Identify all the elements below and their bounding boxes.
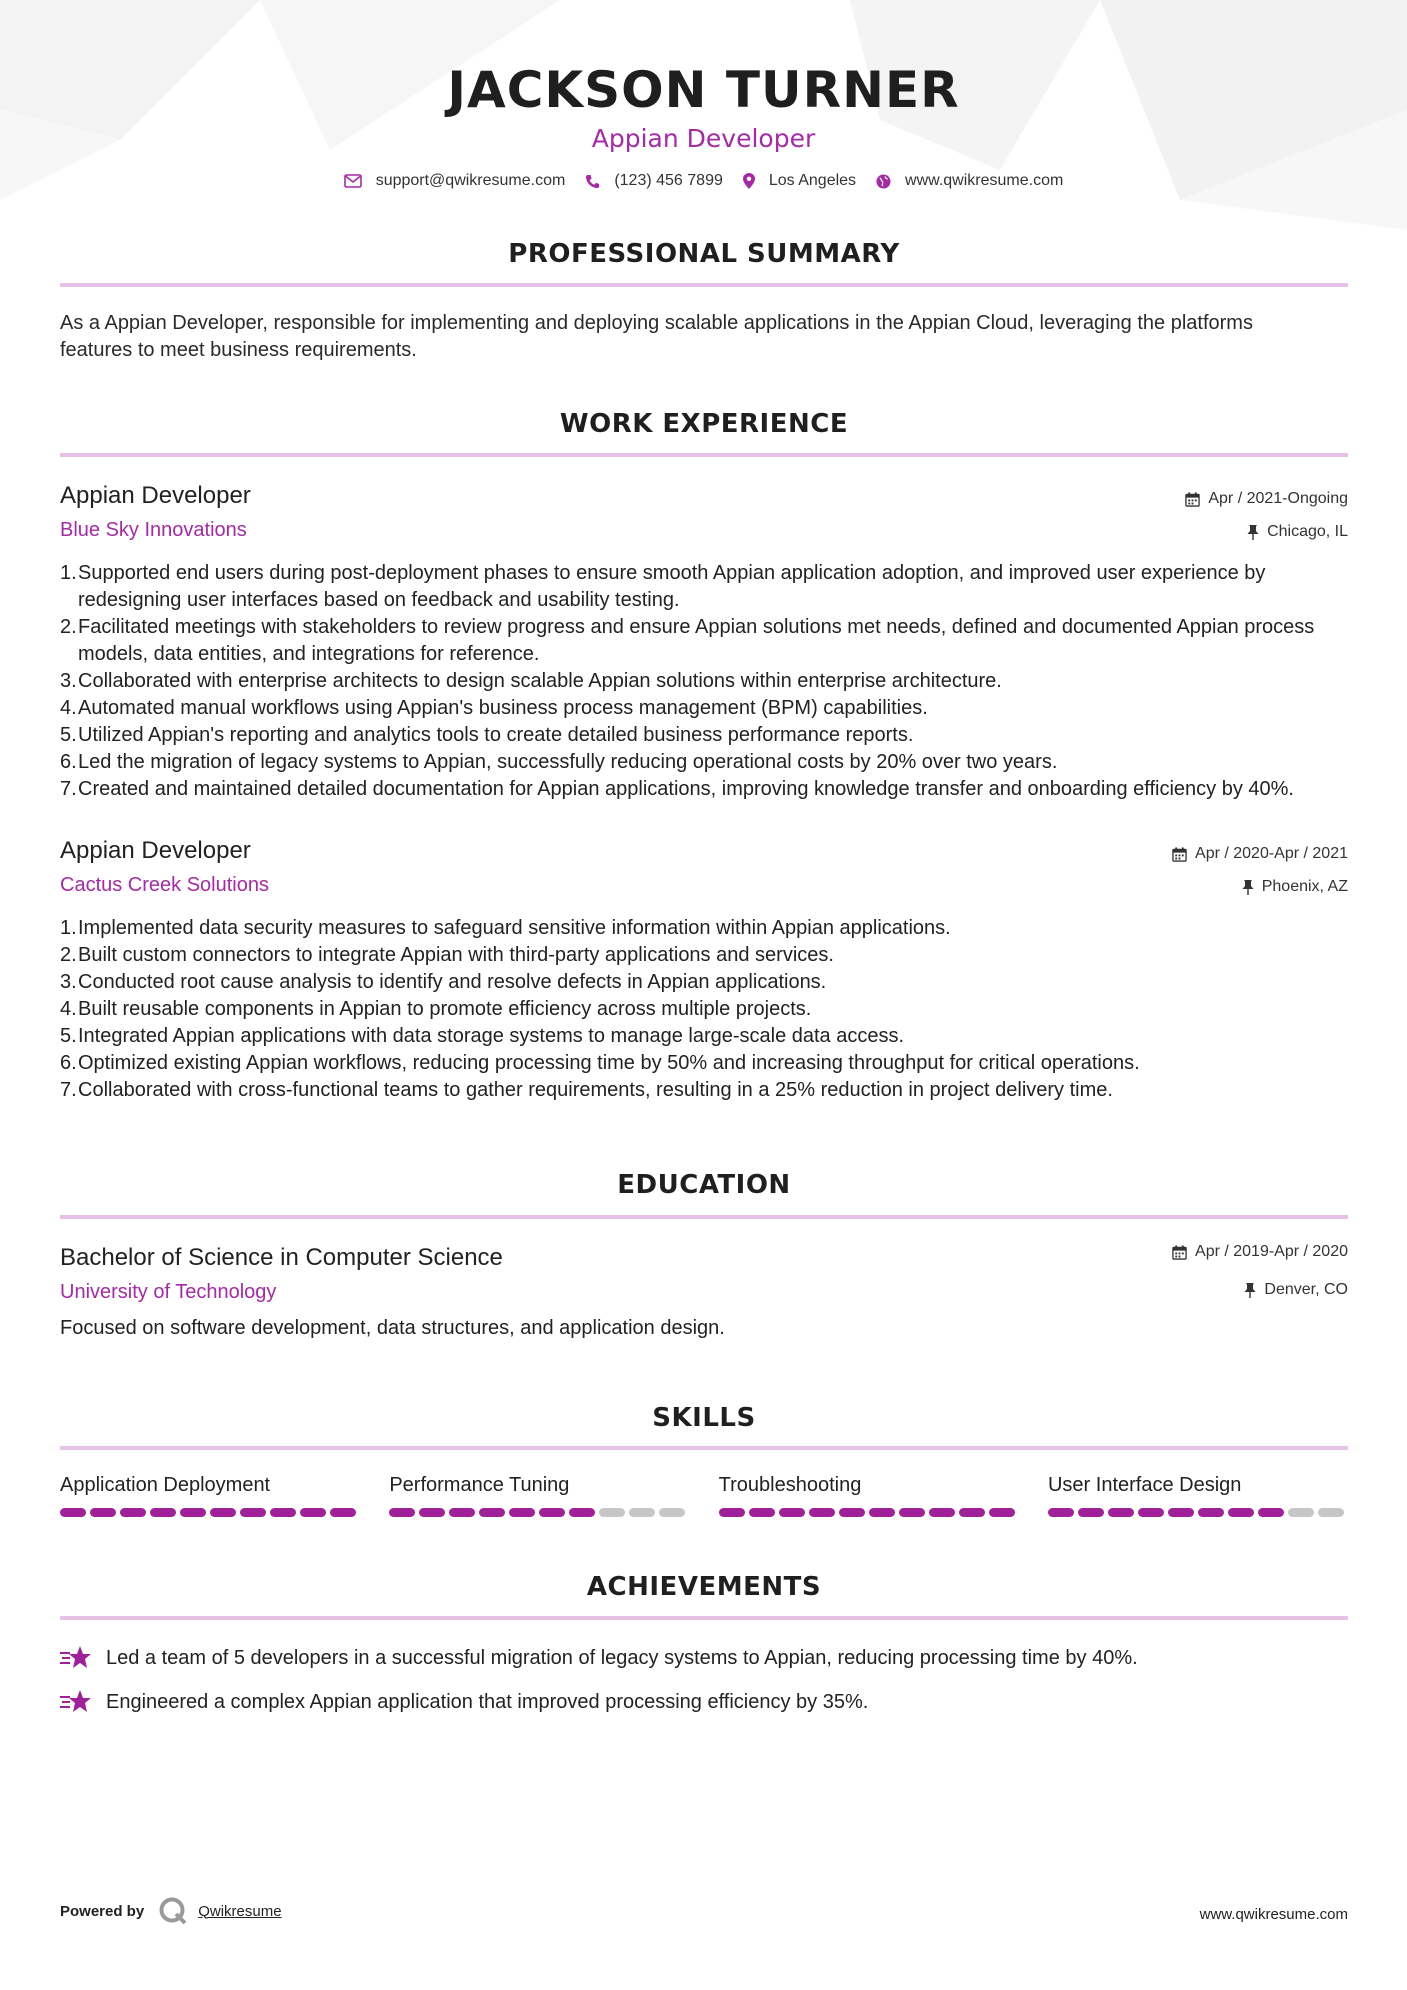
list-item: 2. Built custom connectors to integrate Appian with third-party applications and services. xyxy=(60,944,834,966)
skill-segment-filled xyxy=(1078,1508,1104,1517)
list-item: 5. Utilized Appian's reporting and analytics tools to create detailed business performance reports. xyxy=(60,724,914,746)
contact-email[interactable] xyxy=(344,172,566,190)
shooting-star-icon xyxy=(60,1645,92,1671)
job-company: Blue Sky Innovations xyxy=(60,519,247,541)
skills-grid xyxy=(60,1474,1348,1517)
skill-segment-filled xyxy=(240,1508,266,1517)
job-company: Cactus Creek Solutions xyxy=(60,874,269,896)
list-item: 2. Facilitated meetings with stakeholders to review progress and ensure Appian solutions met needs, defined and documented Appian process models, data entities, and integrations for reference. xyxy=(60,616,1315,665)
education-description: Focused on software development, data structures, and application design. xyxy=(60,1317,725,1339)
skill-segment-filled xyxy=(989,1508,1015,1517)
calendar-icon xyxy=(1172,847,1187,862)
section-title-skills: SKILLS xyxy=(652,1403,756,1433)
skill-segment-filled xyxy=(1138,1508,1164,1517)
envelope-icon xyxy=(344,174,362,188)
list-item: 6. Led the migration of legacy systems to Appian, successfully reducing operational costs by 20% over two years. xyxy=(60,751,1058,773)
job-dates xyxy=(1172,845,1348,863)
summary-line: As a Appian Developer, responsible for implementing and deploying scalable applications in the Appian Cloud, leveraging the platforms xyxy=(60,312,1253,334)
skill-segment-filled xyxy=(150,1508,176,1517)
skill-segment-filled xyxy=(479,1508,505,1517)
school-name: University of Technology xyxy=(60,1281,277,1303)
contact-phone[interactable] xyxy=(585,172,723,190)
shooting-star-icon xyxy=(60,1689,92,1715)
list-item: 7. Collaborated with cross-functional teams to gather requirements, resulting in a 25% reduction in project delivery time. xyxy=(60,1079,1113,1101)
pushpin-icon xyxy=(1247,524,1259,540)
skill-segment-filled xyxy=(449,1508,475,1517)
section-title-education: EDUCATION xyxy=(617,1170,791,1200)
phone-text: (123) 456 7899 xyxy=(614,172,723,189)
section-divider xyxy=(60,1215,1348,1219)
skill-level-bar xyxy=(60,1508,360,1517)
summary-text xyxy=(60,310,1348,364)
job-location-text: Chicago, IL xyxy=(1267,523,1348,540)
skill-segment-filled xyxy=(330,1508,356,1517)
skill-segment-filled xyxy=(180,1508,206,1517)
contact-website[interactable] xyxy=(876,172,1063,190)
skill-segment-filled xyxy=(749,1508,775,1517)
job-dates-text: Apr / 2020-Apr / 2021 xyxy=(1195,845,1348,862)
skill-segment-empty xyxy=(1288,1508,1314,1517)
list-item: 1. Implemented data security measures to safeguard sensitive information within Appian applications. xyxy=(60,917,951,939)
map-pin-icon xyxy=(743,173,755,189)
phone-icon xyxy=(585,174,600,189)
skill-item xyxy=(389,1474,689,1517)
section-divider xyxy=(60,1616,1348,1620)
skill-name: Application Deployment xyxy=(60,1474,271,1496)
skill-segment-empty xyxy=(629,1508,655,1517)
degree-title: Bachelor of Science in Computer Science xyxy=(60,1244,503,1271)
skill-segment-filled xyxy=(959,1508,985,1517)
skill-segment-filled xyxy=(300,1508,326,1517)
job-title: Appian Developer xyxy=(60,837,251,864)
website-text: www.qwikresume.com xyxy=(905,172,1064,189)
qwikresume-logo-icon xyxy=(158,1896,188,1926)
section-title-experience: WORK EXPERIENCE xyxy=(559,409,849,439)
achievement-text: Led a team of 5 developers in a successful migration of legacy systems to Appian, reducing processing time by 40%. xyxy=(106,1646,1138,1669)
skill-segment-filled xyxy=(869,1508,895,1517)
skill-segment-filled xyxy=(539,1508,565,1517)
job-title: Appian Developer xyxy=(60,482,251,509)
candidate-role: Appian Developer xyxy=(591,124,816,153)
list-item: 1. Supported end users during post-deployment phases to ensure smooth Appian application adoption, and improved user experience by redesigning user interfaces based on feedback and usability testing. xyxy=(60,562,1266,611)
skill-segment-filled xyxy=(120,1508,146,1517)
skill-segment-filled xyxy=(929,1508,955,1517)
job-bullet-list xyxy=(60,915,1350,1104)
skill-segment-empty xyxy=(659,1508,685,1517)
globe-icon xyxy=(876,174,891,189)
skill-level-bar xyxy=(1048,1508,1348,1517)
skill-segment-empty xyxy=(1318,1508,1344,1517)
section-divider xyxy=(60,283,1348,287)
qwikresume-link[interactable]: Qwikresume xyxy=(198,1902,282,1920)
list-item: 5. Integrated Appian applications with data storage systems to manage large-scale data access. xyxy=(60,1025,905,1047)
skill-item xyxy=(60,1474,360,1517)
section-title-achievements: ACHIEVEMENTS xyxy=(586,1572,822,1602)
list-item: 3. Conducted root cause analysis to identify and resolve defects in Appian applications. xyxy=(60,971,827,993)
location-text: Los Angeles xyxy=(768,172,857,189)
list-item: 4. Built reusable components in Appian to promote efficiency across multiple projects. xyxy=(60,998,812,1020)
achievement-text: Engineered a complex Appian application that improved processing efficiency by 35%. xyxy=(106,1690,869,1713)
job-location-text: Phoenix, AZ xyxy=(1261,878,1348,895)
education-location-text: Denver, CO xyxy=(1264,1281,1348,1298)
footer-powered-by xyxy=(60,1896,282,1926)
contact-location xyxy=(743,172,856,190)
skill-segment-filled xyxy=(719,1508,745,1517)
skill-segment-empty xyxy=(599,1508,625,1517)
email-text: support@qwikresume.com xyxy=(375,172,566,189)
list-item: 4. Automated manual workflows using Appian's business process management (BPM) capabilities. xyxy=(60,697,928,719)
skill-segment-filled xyxy=(509,1508,535,1517)
education-dates xyxy=(1172,1243,1348,1261)
skill-segment-filled xyxy=(419,1508,445,1517)
pushpin-icon xyxy=(1244,1282,1256,1298)
skill-segment-filled xyxy=(90,1508,116,1517)
summary-line: features to meet business requirements. xyxy=(60,339,417,361)
contact-bar xyxy=(0,172,1407,190)
job-dates-text: Apr / 2021-Ongoing xyxy=(1208,490,1348,507)
skill-item xyxy=(1048,1474,1348,1517)
skill-name: Troubleshooting xyxy=(718,1474,862,1496)
footer-website[interactable]: www.qwikresume.com xyxy=(1199,1906,1348,1923)
achievement-item xyxy=(60,1645,1138,1671)
section-title-summary: PROFESSIONAL SUMMARY xyxy=(508,239,900,269)
skill-item xyxy=(719,1474,1019,1517)
skill-segment-filled xyxy=(389,1508,415,1517)
skill-segment-filled xyxy=(60,1508,86,1517)
skill-segment-filled xyxy=(270,1508,296,1517)
skill-name: Performance Tuning xyxy=(389,1474,570,1496)
skill-segment-filled xyxy=(1228,1508,1254,1517)
job-location xyxy=(1242,878,1348,896)
resume-header xyxy=(0,58,1407,156)
list-item: 6. Optimized existing Appian workflows, reducing processing time by 50% and increasing throughput for critical operations. xyxy=(60,1052,1140,1074)
skill-segment-filled xyxy=(779,1508,805,1517)
skill-segment-filled xyxy=(210,1508,236,1517)
skill-level-bar xyxy=(389,1508,689,1517)
skill-segment-filled xyxy=(899,1508,925,1517)
candidate-name: JACKSON TURNER xyxy=(447,61,960,119)
job-dates xyxy=(1185,490,1348,508)
calendar-icon xyxy=(1185,492,1200,507)
list-item: 7. Created and maintained detailed documentation for Appian applications, improving knowledge transfer and onboarding efficiency by 40%. xyxy=(60,778,1294,800)
skill-segment-filled xyxy=(1108,1508,1134,1517)
skill-segment-filled xyxy=(1168,1508,1194,1517)
skill-segment-filled xyxy=(1258,1508,1284,1517)
achievement-item xyxy=(60,1689,868,1715)
skill-name: User Interface Design xyxy=(1047,1474,1242,1496)
education-location xyxy=(1244,1281,1348,1299)
job-bullet-list xyxy=(60,560,1350,803)
powered-by-label: Powered by xyxy=(60,1902,145,1920)
skill-segment-filled xyxy=(839,1508,865,1517)
list-item: 3. Collaborated with enterprise architects to design scalable Appian solutions within enterprise architecture. xyxy=(60,670,1002,692)
job-location xyxy=(1247,523,1348,541)
skill-level-bar xyxy=(719,1508,1019,1517)
skill-segment-filled xyxy=(569,1508,595,1517)
skill-segment-filled xyxy=(1048,1508,1074,1517)
section-divider xyxy=(60,453,1348,457)
skill-segment-filled xyxy=(809,1508,835,1517)
skill-segment-filled xyxy=(1198,1508,1224,1517)
education-dates-text: Apr / 2019-Apr / 2020 xyxy=(1195,1243,1348,1260)
calendar-icon xyxy=(1172,1245,1187,1260)
pushpin-icon xyxy=(1242,879,1254,895)
section-divider xyxy=(60,1446,1348,1450)
